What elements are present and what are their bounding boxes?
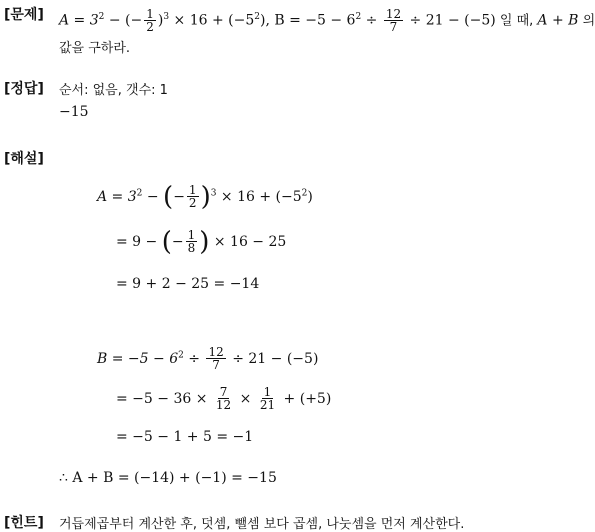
solution-b-line3: = −5 − 1 + 5 = −1	[116, 429, 254, 445]
solution-a-line3: = 9 + 2 − 25 = −14	[116, 276, 260, 292]
solution-a-frac-eighth: $\frac{1}{8}$	[187, 228, 196, 255]
problem-frac-half: $\frac{1}{2}$	[146, 6, 154, 34]
solution-a-frac-half: $\frac{1}{2}$	[188, 183, 197, 210]
answer-value: −15	[59, 104, 89, 120]
solution-a-line1: $A = 3^2$ − (− $\frac{1}{2}$ )$^3 \times 16 + (-5^2)$	[97, 182, 313, 212]
solution-conclusion: ∴ A + B = (−14) + (−1) = −15	[59, 470, 277, 486]
solution-b-line1: $B = -5 - 6^2$ ÷ $\frac{12}{7}$ ÷ 21 − (−5)	[97, 345, 319, 372]
problem-tag: [문제]	[4, 7, 44, 23]
answer-meta: 순서: 없음, 갯수: 1	[59, 83, 168, 98]
hint-tag: [힌트]	[4, 515, 44, 531]
solution-tag: [해설]	[4, 151, 44, 167]
problem-statement: $A = 3^2$ − (− $\frac{1}{2}$ )$^3 \times 16 + (-5^2)$, $B = -5 - 6^2$ ÷ $\frac{12}{7}$ ÷ 21 − (−5) 일 때, A + B 의	[59, 6, 595, 34]
solution-a-line2: = 9 − (− $\frac{1}{8}$ ) × 16 − 25	[116, 227, 287, 257]
solution-b-frac-1-21: $\frac{1}{21}$	[259, 385, 276, 412]
answer-tag: [정답]	[4, 81, 44, 97]
problem-eq-a-prefix: A = 3	[59, 12, 99, 29]
hint-text: 거듭제곱부터 계산한 후, 덧셈, 뺄셈 보다 곱셈, 나눗셈을 먼저 계산한다.	[59, 517, 465, 532]
solution-b-line2: = −5 − 36 × $\frac{7}{12}$ × $\frac{1}{21}$ + (+5)	[116, 385, 332, 412]
problem-eq-a-mid: − (−	[104, 12, 143, 29]
solution-b-frac-12-7: $\frac{12}{7}$	[208, 345, 224, 372]
problem-frac-b: $\frac{12}{7}$	[385, 6, 402, 34]
solution-b-frac-7-12: $\frac{7}{12}$	[215, 385, 232, 412]
problem-line2: 값을 구하라.	[59, 41, 131, 56]
